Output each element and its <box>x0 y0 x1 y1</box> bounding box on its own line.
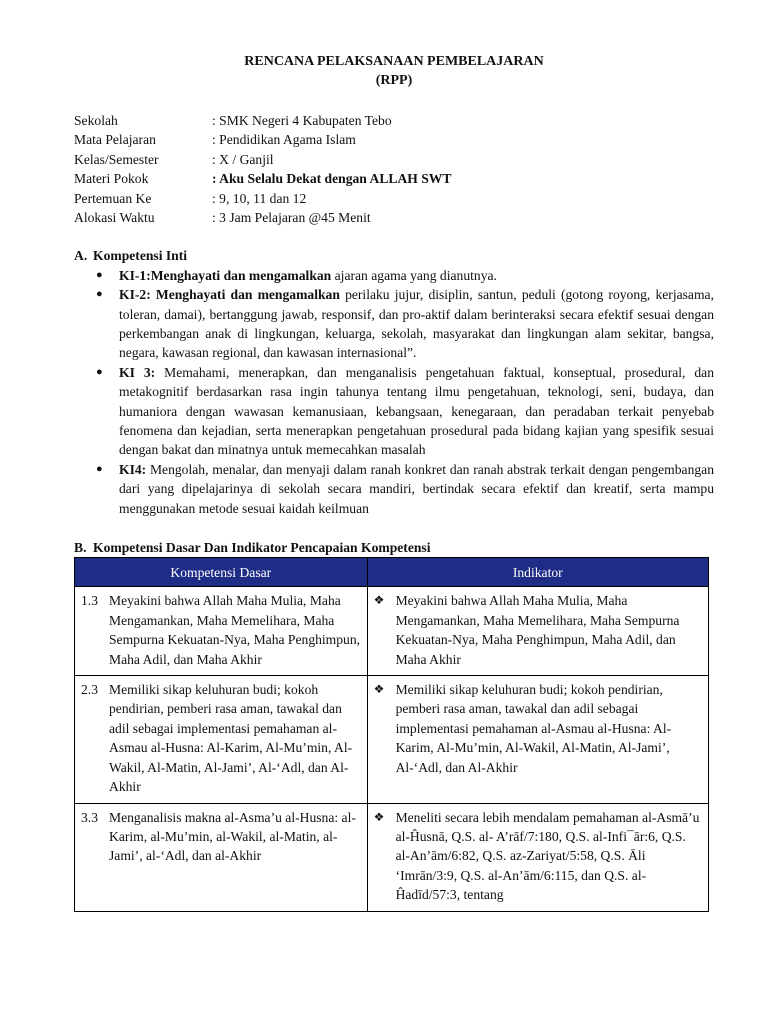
meta-label: Pertemuan Ke <box>74 190 152 206</box>
ki-text: Memahami, menerapkan, dan menganalisis pengetahuan faktual, konseptual, prosedural, dan metakognitif berdasarkan rasa ingin tahunya tentang ilmu pengetahuan, teknologi, seni, budaya, dan humaniora dengan wawasan kemanusiaan, kebangsaan, kenegaraan, dan peradaban terkait penyebab fenomena dan kejadian, serta menerapkan pengetahuan prosedural pada bidang kajian yang spesifik sesuai dengan bakat dan minatnya untuk memecahkan masalah <box>119 364 715 458</box>
section-title: Kompetensi Inti <box>93 248 188 264</box>
meta-value: : 9, 10, 11 dan 12 <box>212 190 307 206</box>
kd-text: Meyakini bahwa Allah Maha Mulia, Maha Mengamankan, Maha Memelihara, Maha Sempurna Kekuatan-Nya, Maha Penghimpun, Maha Adil, dan Maha Akhir <box>109 593 361 667</box>
meta-block <box>74 111 714 227</box>
ki-text: perilaku jujur, disiplin, santun, peduli (gotong royong, kerjasama, toleran, damai), bertanggung jawab, responsif, dan pro-aktif dalam berinteraksi secara efektif sesuai dengan perkembangan anak di lingkungan, keluarga, sekolah, masyarakat dan lingkungan alam sekitar, bangsa, negara, kawasan regional, dan kawasan internasional”. <box>119 287 714 361</box>
ki-lead: KI 3: <box>119 364 156 380</box>
title-line-2: (RPP) <box>375 73 413 88</box>
list-item <box>74 266 714 285</box>
meta-row <box>74 208 714 227</box>
kd-cell <box>75 803 368 911</box>
bullet-icon: ● <box>96 288 103 301</box>
indicator-cell <box>367 676 708 803</box>
meta-label: Materi Pokok <box>74 171 149 187</box>
table-row <box>75 587 709 676</box>
indicator-text: Memiliki sikap keluhuran budi; kokoh pendirian, pemberi rasa aman, tawakal dan adil sebagai implementasi pemahaman al-Asmau al-Husna: Al-Karim, Al-Mu’min, Al-Wakil, Al-Matin, Al-Jami’, Al-‘Adl, dan Al-Akhir <box>395 682 672 775</box>
diamond-bullet-icon: ❖ <box>373 593 385 608</box>
meta-value: : 3 Jam Pelajaran @45 Menit <box>212 209 371 225</box>
ki-text: ajaran agama yang dianutnya. <box>331 267 497 283</box>
meta-row <box>74 130 714 149</box>
diamond-bullet-icon: ❖ <box>373 809 385 824</box>
meta-value: : X / Ganjil <box>212 151 274 167</box>
meta-label: Alokasi Waktu <box>74 209 155 225</box>
table-row <box>75 676 709 803</box>
indicator-text: Meyakini bahwa Allah Maha Mulia, Maha Mengamankan, Maha Memelihara, Maha Sempurna Kekuatan-Nya, Maha Penghimpun, Maha Adil, dan Maha Akhir <box>395 593 680 667</box>
list-item <box>74 460 714 518</box>
meta-label: Sekolah <box>74 113 118 128</box>
section-b-heading <box>74 538 714 557</box>
meta-row <box>74 150 714 169</box>
list-item <box>74 285 714 363</box>
kd-cell <box>75 676 368 803</box>
kd-cell <box>75 587 368 676</box>
section-letter: A. <box>74 248 88 264</box>
ki-lead: KI4: <box>119 461 147 477</box>
meta-value: : Pendidikan Agama Islam <box>212 132 356 148</box>
section-a-heading <box>74 246 714 265</box>
section-title: Kompetensi Dasar Dan Indikator Pencapaian Kompetensi <box>93 540 431 556</box>
bullet-icon: ● <box>96 365 103 378</box>
list-item <box>74 363 714 460</box>
section-letter: B. <box>74 540 87 556</box>
ki-lead: KI-1:Menghayati dan mengamalkan <box>119 267 332 283</box>
kd-number: 3.3 <box>81 809 98 825</box>
kd-text: Menganalisis makna al-Asma’u al-Husna: al-Karim, al-Mu’min, al-Wakil, al-Matin, al-Jami’, al-‘Adl, dan al-Akhir <box>109 809 356 864</box>
indicator-cell <box>367 587 708 676</box>
column-header-kd: Kompetensi Dasar <box>75 558 368 587</box>
indicator-text: Meneliti secara lebih mendalam pemahaman al-Asmā’u al-Ĥusnā, Q.S. al- A’rāf/7:180, Q.S. al-Infi¯ār:6, Q.S. al-An’ām/6:82, Q.S. az-Zariyat/5:58, Q.S. Āli ‘Imrān/3:9, Q.S. al-An’ām/6:115, dan Q.S. al-Ĥadīd/57:3, tentang <box>395 809 700 903</box>
bullet-icon: ● <box>96 462 103 475</box>
table-header-row <box>75 558 709 587</box>
meta-label: Mata Pelajaran <box>74 132 156 148</box>
indicator-cell <box>367 803 708 911</box>
table-row <box>75 803 709 911</box>
meta-row <box>74 189 714 208</box>
column-header-indicator: Indikator <box>367 558 708 587</box>
bullet-icon: ● <box>96 268 103 281</box>
meta-row <box>74 111 714 130</box>
meta-value: : SMK Negeri 4 Kabupaten Tebo <box>212 113 392 128</box>
diamond-bullet-icon: ❖ <box>373 682 385 697</box>
document-page <box>74 52 714 912</box>
meta-value: : Aku Selalu Dekat dengan ALLAH SWT <box>212 171 452 187</box>
competency-table <box>74 557 709 911</box>
document-title <box>74 52 714 90</box>
ki-text: Mengolah, menalar, dan menyaji dalam ranah konkret dan ranah abstrak terkait dengan pengembangan dari yang dipelajarinya di sekolah secara mandiri, bertindak secara efektif dan kreatif, serta mampu menggunakan metode sesuai kaidah keilmuan <box>119 461 714 516</box>
kd-text: Memiliki sikap keluhuran budi; kokoh pendirian, pemberi rasa aman, tawakal dan adil sebagai implementasi pemahaman al-Asmau al-Husna: Al-Karim, Al-Mu’min, Al-Wakil, Al-Matin, Al-Jami’, Al-‘Adl, dan Al-Akhir <box>109 682 353 795</box>
kd-number: 1.3 <box>81 593 98 609</box>
ki-lead: KI-2: Menghayati dan mengamalkan <box>119 287 340 303</box>
kd-number: 2.3 <box>81 682 98 698</box>
meta-row <box>74 169 714 188</box>
title-line-1: RENCANA PELAKSANAAN PEMBELAJARAN <box>244 54 544 69</box>
meta-label: Kelas/Semester <box>74 151 159 167</box>
ki-list <box>74 266 714 518</box>
